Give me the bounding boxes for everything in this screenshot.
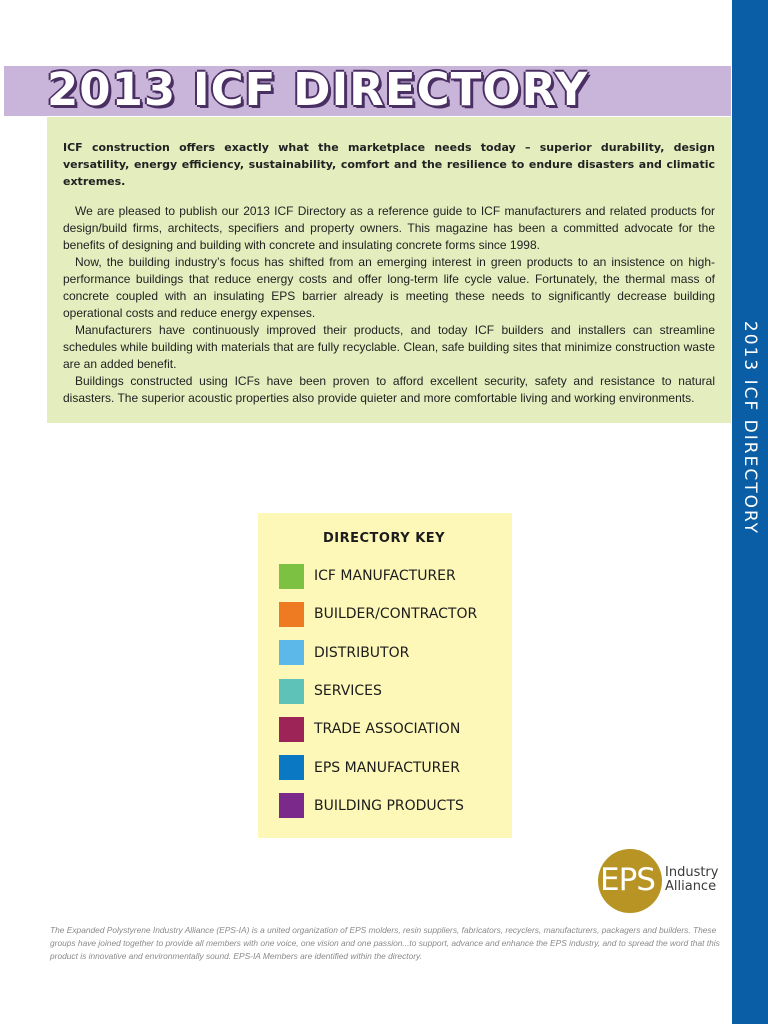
intro-lead: ICF construction offers exactly what the marketplace needs today – superior durability, design versatility, energy efficiency, sustainability, comfort and the resilience to endure disasters and climatic extremes. [63, 141, 715, 188]
directory-key [258, 513, 512, 838]
intro-box [47, 117, 731, 423]
logo-line: Alliance [665, 879, 717, 894]
key-item-building-products [258, 787, 512, 825]
key-item-builder-contractor [258, 595, 512, 633]
key-item-label: SERVICES [314, 683, 382, 700]
key-item-label: TRADE ASSOCIATION [314, 721, 461, 738]
logo-line: Industry [665, 865, 719, 880]
color-swatch [279, 717, 304, 742]
key-item-label: BUILDER/CONTRACTOR [314, 606, 478, 623]
key-item-label: EPS MANUFACTURER [314, 759, 460, 776]
key-item-label: DISTRIBUTOR [314, 644, 410, 661]
logo-mark: EPS [600, 862, 655, 898]
directory-key-list [258, 557, 512, 825]
color-swatch [279, 640, 304, 665]
spine-title: 2013 ICF DIRECTORY [740, 320, 760, 536]
eps-ia-logo [598, 849, 728, 915]
footer-note: The Expanded Polystyrene Industry Alliance (EPS-IA) is a united organization of EPS molders, resin suppliers, fabricators, recyclers, manufacturers, packagers and builders. These groups have joined together to provide all members with one voice, one vision and one passion...to support, advance and enhance the EPS industry, and to spread the word that this product is innovative and environmentally sound. EPS-IA Members are identified within the directory. [50, 925, 720, 961]
intro-paragraph: Now, the building industry’s focus has shifted from an emerging interest in green products to an insistence on high-performance buildings that reduce energy costs and offer long-term life cycle value. Fortunately, the thermal mass of concrete coupled with an insulating EPS barrier already is meeting these needs to significantly decrease building operational costs and reduce energy expenses. [63, 255, 715, 320]
logo-wordmark [665, 866, 718, 894]
intro-paragraph: Buildings constructed using ICFs have been proven to afford excellent security, safety and resistance to natural disasters. The superior acoustic properties also provide quieter and more comfortable living and working environments. [63, 374, 715, 405]
color-swatch [279, 602, 304, 627]
color-swatch [279, 679, 304, 704]
color-swatch [279, 755, 304, 780]
key-item-label: ICF MANUFACTURER [314, 568, 456, 585]
directory-key-title: DIRECTORY KEY [323, 531, 446, 546]
intro-paragraph: Manufacturers have continuously improved their products, and today ICF builders and installers can streamline schedules while building with materials that are fully recyclable. Clean, safe building sites that minimize construction waste are an added benefit. [63, 323, 715, 371]
intro-paragraph: We are pleased to publish our 2013 ICF Directory as a reference guide to ICF manufacturers and related products for design/build firms, architects, specifiers and property owners. This magazine has been a committed advocate for the benefits of designing and building with concrete and insulating concrete forms since 1998. [63, 204, 715, 252]
key-item-distributor [258, 634, 512, 672]
key-item-services [258, 672, 512, 710]
key-item-label: BUILDING PRODUCTS [314, 797, 464, 814]
color-swatch [279, 793, 304, 818]
key-item-eps-manufacturer [258, 748, 512, 786]
page-title: 2013 ICF DIRECTORY [47, 63, 589, 116]
color-swatch [279, 564, 304, 589]
key-item-icf-manufacturer [258, 557, 512, 595]
key-item-trade-association [258, 710, 512, 748]
